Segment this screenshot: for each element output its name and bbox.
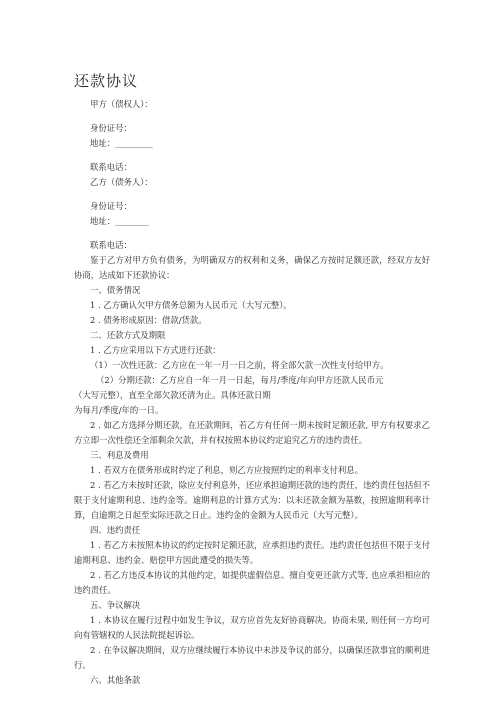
clause: 2 . 若乙方未按时还款，除应支付利息外，还应承担逾期还款的违约责任，违约责任包括但不限于支付逾期利息、违约金等。逾期利息的计算方式为：以未还款金额为基数，按照逾期利率计算，自逾期之日起至实际还款之日止。违约金的金额为人民币元（大写元整）。	[74, 480, 430, 520]
section-heading: 四、违约责任	[90, 525, 141, 535]
clause: 1 . 若双方在债务形成时约定了利息，则乙方应按照约定的利率支付利息。	[90, 465, 363, 475]
party-b-id: 身份证号：	[90, 201, 132, 211]
sub-clause-continued: （大写元整），直至全部欠款还清为止。具体还款日期	[74, 390, 271, 400]
clause: 1 . 若乙方未按照本协议的约定按时足额还款，应承担违约责任。违约责任包括但不限于支付逾期利息、违约金、赔偿甲方因此遭受的损失等。	[74, 540, 430, 565]
clause: 1 . 本协议在履行过程中如发生争议，双方应首先友好协商解决。协商未果, 则任何一方均可向有管辖权的人民法院提起诉讼。	[74, 615, 430, 640]
sub-clause-continued: 为每月/季度/年的一日。	[74, 405, 164, 415]
sub-clause: （1）一次性还款：乙方应在一年一月一日之前，将全部欠款一次性支付给甲方。	[90, 360, 389, 370]
clause: 2 . 在争议解决期间，双方应继续履行本协议中未涉及争议的部分，以确保还款事宜的顺利进行。	[74, 645, 430, 670]
clause: 1 . 乙方确认欠甲方债务总额为人民币元（大写元整）。	[90, 300, 292, 310]
clause: 2 . 如乙方选择分期还款，在还款期间，若乙方有任何一期未按时足额还款, 甲方有权要求乙方立即一次性偿还全部剩余欠款，并有权按照本协议约定追究乙方的违约责任。	[74, 420, 430, 445]
preamble-paragraph: 鉴于乙方对甲方负有债务，为明确双方的权利和义务，确保乙方按时足额还款，经双方友好协商，达成如下还款协议：	[74, 255, 430, 280]
document-body	[74, 97, 430, 688]
document-title: 还款协议	[74, 72, 139, 90]
section-heading: 一、债务情况	[90, 285, 141, 295]
section-heading: 五、争议解决	[90, 600, 141, 610]
party-a-address: 地址：_________	[90, 138, 153, 148]
section-heading: 三、利息及费用	[90, 450, 149, 460]
clause: 1 . 乙方应采用以下方式进行还款：	[90, 345, 221, 355]
party-b-address: 地址：________	[90, 216, 149, 226]
section-heading: 六、其他条款	[90, 675, 141, 685]
section-heading: 二、还款方式及期限	[90, 330, 166, 340]
party-b-label: 乙方（债务人）：	[90, 177, 153, 187]
sub-clause: （2）分期还款：乙方应自一年一月一日起，每月/季度/年向甲方还款人民币元	[96, 375, 384, 385]
party-a-label: 甲方（债权人）：	[90, 99, 153, 109]
party-a-phone: 联系电话：	[90, 162, 132, 172]
clause: 2 . 债务形成原因：借款/货款。	[90, 315, 207, 325]
party-b-phone: 联系电话：	[90, 240, 132, 250]
clause: 2 . 若乙方违反本协议的其他约定，如提供虚假信息、擅自变更还款方式等, 也应承担相应的违约责任。	[74, 570, 430, 595]
party-a-id: 身份证号：	[90, 123, 132, 133]
